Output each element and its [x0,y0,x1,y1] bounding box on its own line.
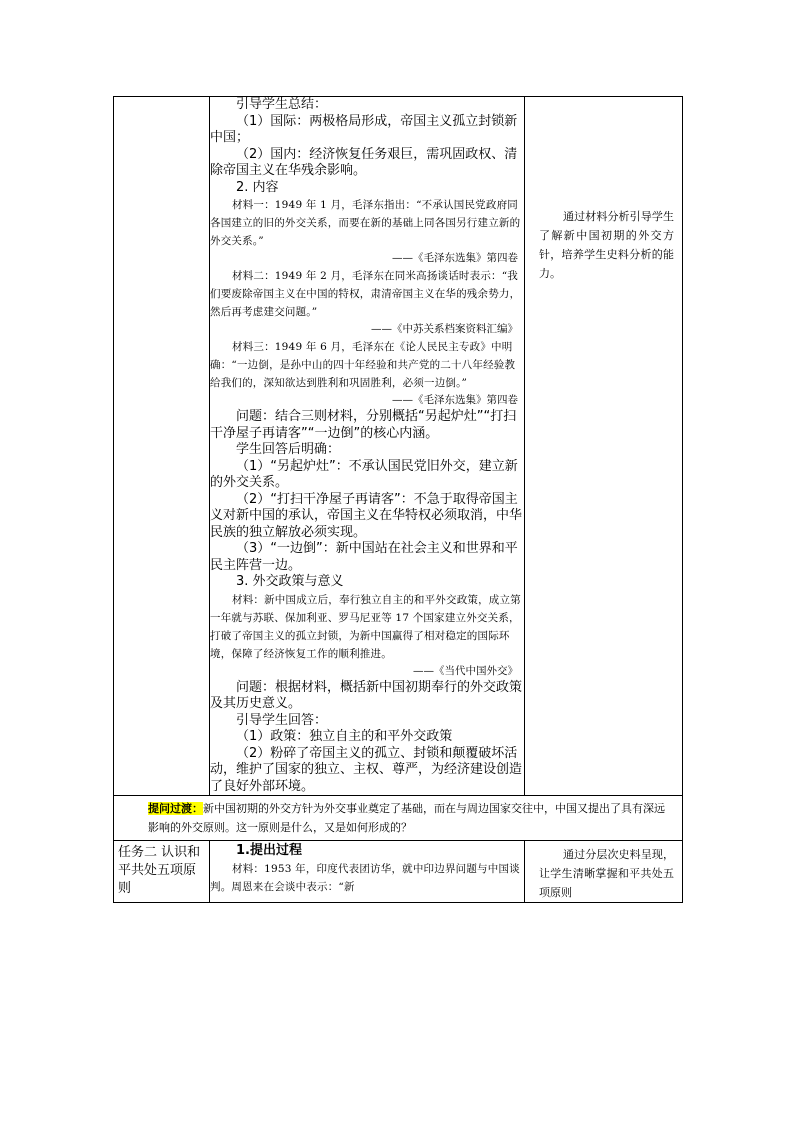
answer-item: （1）“另起炉灶”：不承认国民党旧外交，建立新的外交关系。 [210,458,518,490]
table-row [114,841,683,903]
material-source: ——《毛泽东选集》第四卷 [392,252,518,264]
transition-label: 提问过渡： [148,802,203,815]
answer-item: （2）“打扫干净屋子再请客”：不急于取得帝国主义对新中国的承认，帝国主义在华特权必须取消，中华民族的独立解放必须实现。 [210,491,523,540]
material-text: 材料一：1949 年 1 月，毛泽东指出：“不承认国民党政府同各国建立的旧的外交关系，而要在新的基础上同各国另行建立新的外交关系。” [210,199,521,247]
content-heading: 2. 内容 [236,179,279,195]
material-text: 材料二：1949 年 2 月，毛泽东在同米高扬谈话时表示：“我们要废除帝国主义在中国的特权，肃清帝国主义在华的残余势力，然后再考虑建交问题。” [210,270,521,318]
summary-item: （2）国内：经济恢复任务艰巨，需巩固政权、清除帝国主义在华残余影响。 [210,146,518,178]
material-text: 材料：新中国成立后，奉行独立自主的和平外交政策，成立第一年就与苏联、保加利亚、罗马尼亚等 17 个国家建立外交关系，打破了帝国主义的孤立封锁，为新中国赢得了相对稳定的国际环境，保障了经济恢复工作的顺利推进。 [210,593,521,660]
answer-intro: 学生回答后明确： [236,442,341,457]
process-heading: 1.提出过程 [236,843,302,858]
table-row [114,796,683,841]
transition-cell [114,796,683,841]
answer-item: （3）“一边倒”：新中国站在社会主义和世界和平民主阵营一边。 [210,541,518,573]
transition-body: 新中国初期的外交方针为外交事业奠定了基础，而在与周边国家交往中，中国又提出了具有深远影响的外交原则。这一原则是什么，又是如何形成的？ [148,802,665,834]
policy-heading: 3. 外交政策与意义 [236,574,344,589]
teaching-process-cell [210,97,525,796]
material-source: ——《当代中国外交》 [413,664,518,677]
guide-intro: 引导学生回答： [236,712,328,728]
question-text: 问题：结合三则材料，分别概括“另起炉灶”“打扫干净屋子再请客”“一边倒”的核心内涵。 [210,409,517,441]
table-row [114,97,683,796]
material-text: 材料：1953 年，印度代表团访华，就中印边界问题与中国谈判。周恩来在会谈中表示：“新 [210,862,520,893]
summary-prompt: 引导学生总结： [236,97,328,112]
task-cell [114,841,210,903]
design-intent-cell [525,841,683,903]
design-note: 通过材料分析引导学生了解新中国初期的外交方针，培养学生史料分析的能力。 [539,210,674,280]
guide-item: （1）政策：独立自主的和平外交政策 [236,729,453,744]
lesson-plan-table [113,96,683,903]
material-source: ——《毛泽东选集》第四卷 [392,394,518,406]
teaching-process-cell [210,841,525,903]
design-intent-cell [525,97,683,796]
material-text: 材料三：1949 年 6 月，毛泽东在《论人民民主专政》中明确：“一边倒，是孙中山的四十年经验和共产党的二十八年经验教给我们的，深知欲达到胜利和巩固胜利，必须一边倒。” [210,341,516,389]
task-label: 任务二 认识和平共处五项原则 [118,845,201,896]
task-cell-empty [114,97,210,796]
material-source: ——《中苏关系档案资料汇编》 [371,323,518,335]
design-note: 通过分层次史料呈现，让学生清晰掌握和平共处五项原则 [539,848,674,899]
transition-text [114,796,682,840]
guide-item: （2）粉碎了帝国主义的孤立、封锁和颠覆破坏活动，维护了国家的独立、主权、尊严，为经济建设创造了良好外部环境。 [210,745,523,794]
question-text: 问题：根据材料，概括新中国初期奉行的外交政策及其历史意义。 [210,679,523,711]
summary-item: （1）国际：两极格局形成，帝国主义孤立封锁新中国； [210,113,518,145]
